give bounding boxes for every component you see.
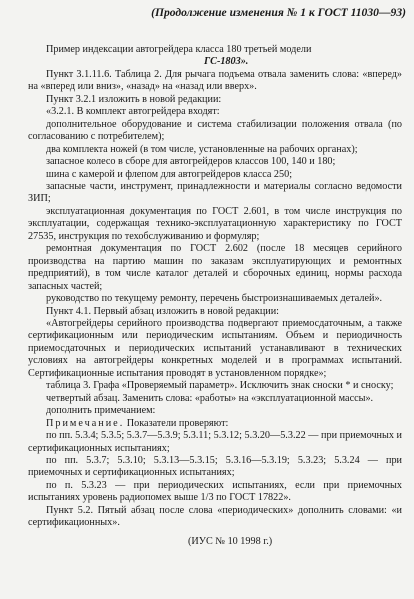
example-model: ГС-1803». <box>204 56 249 68</box>
paragraph: четвертый абзац. Заменить слова: «работы» на «эксплуатационной массы». <box>46 392 374 404</box>
document-body <box>28 44 402 548</box>
paragraph: Пункт 3.2.1 изложить в новой редакции: <box>46 93 222 105</box>
paragraph: два комплекта ножей (в том числе, установленные на рабочих органах); <box>46 143 358 155</box>
note-paragraph <box>28 418 402 430</box>
page-header: (Продолжение изменения № 1 к ГОСТ 11030—93) <box>151 6 406 19</box>
note-item: по пп. 5.3.4; 5.3.5; 5.3.7—5.3.9; 5.3.11; 5.3.12; 5.3.20—5.3.22 — при приемочных и сертификационных испытаниях; <box>28 430 402 454</box>
note-label: Примечание. <box>46 417 125 429</box>
paragraph: запасные части, инструмент, принадлежности и материалы согласно ведомости ЗИП; <box>28 180 402 205</box>
paragraph: дополнить примечанием: <box>46 405 156 417</box>
example-title: Пример индексации автогрейдера класса 180 третьей модели <box>46 44 312 55</box>
paragraph: эксплуатационная документация по ГОСТ 2.601, в том числе инструкция по эксплуатации, содержащая технико-эксплуатационную характеристику по ГОСТ 27535, инструкция по техобслуживанию и формуляр; <box>28 205 402 242</box>
paragraph: ремонтная документация по ГОСТ 2.602 (после 18 месяцев серийного производства на партию машин по заказам эксплуатирующих и ремонтных предприятий), в том числе каталог деталей и сборочных единиц, нормы расхода запасных частей; <box>28 243 402 292</box>
publication-reference: (ИУС № 10 1998 г.) <box>188 535 273 547</box>
paragraph: Пункт 5.2. Пятый абзац после слова «периодических» дополнить словами: «и сертификационных». <box>28 504 402 529</box>
paragraph: Пункт 3.1.11.6. Таблица 2. Для рычага подъема отвала заменить слова: «вперед» на «вперед или вниз», «назад» на «назад или вверх». <box>28 68 402 93</box>
paragraph: Пункт 4.1. Первый абзац изложить в новой редакции: <box>46 305 280 317</box>
paragraph: таблица 3. Графа «Проверяемый параметр». Исключить знак сноски * и сноску; <box>46 380 394 392</box>
paragraph: «Автогрейдеры серийного производства подвергают приемосдаточным, а также сертификационным или периодическим испытаниям. Объем и периодичность приемосдаточных и периодических испытаний устанавливают в технических условиях на автогрейдеры конкретных моделей и в программах испытаний. Сертификационные испытания проводят в установленном порядке»; <box>28 317 402 379</box>
paragraph: руководство по текущему ремонту, перечень быстроизнашиваемых деталей». <box>46 293 383 305</box>
note-item: по пп. 5.3.7; 5.3.10; 5.3.13—5.3.15; 5.3.16—5.3.19; 5.3.23; 5.3.24 — при приемочных и сертификационных испытаниях; <box>28 454 402 479</box>
note-text: Показатели проверяют: <box>124 417 229 429</box>
paragraph: шина с камерой и флепом для автогрейдеров класса 250; <box>46 168 293 180</box>
paragraph: дополнительное оборудование и система стабилизации положения отвала (по согласованию с потребителем); <box>28 118 402 143</box>
paragraph: запасное колесо в сборе для автогрейдеров классов 100, 140 и 180; <box>46 156 336 168</box>
note-item: по п. 5.3.23 — при периодических испытаниях, если при приемочных испытаниях уровень радиопомех выше 1/3 по ГОСТ 17822». <box>28 479 402 504</box>
paragraph: «3.2.1. В комплект автогрейдера входят: <box>46 106 220 118</box>
